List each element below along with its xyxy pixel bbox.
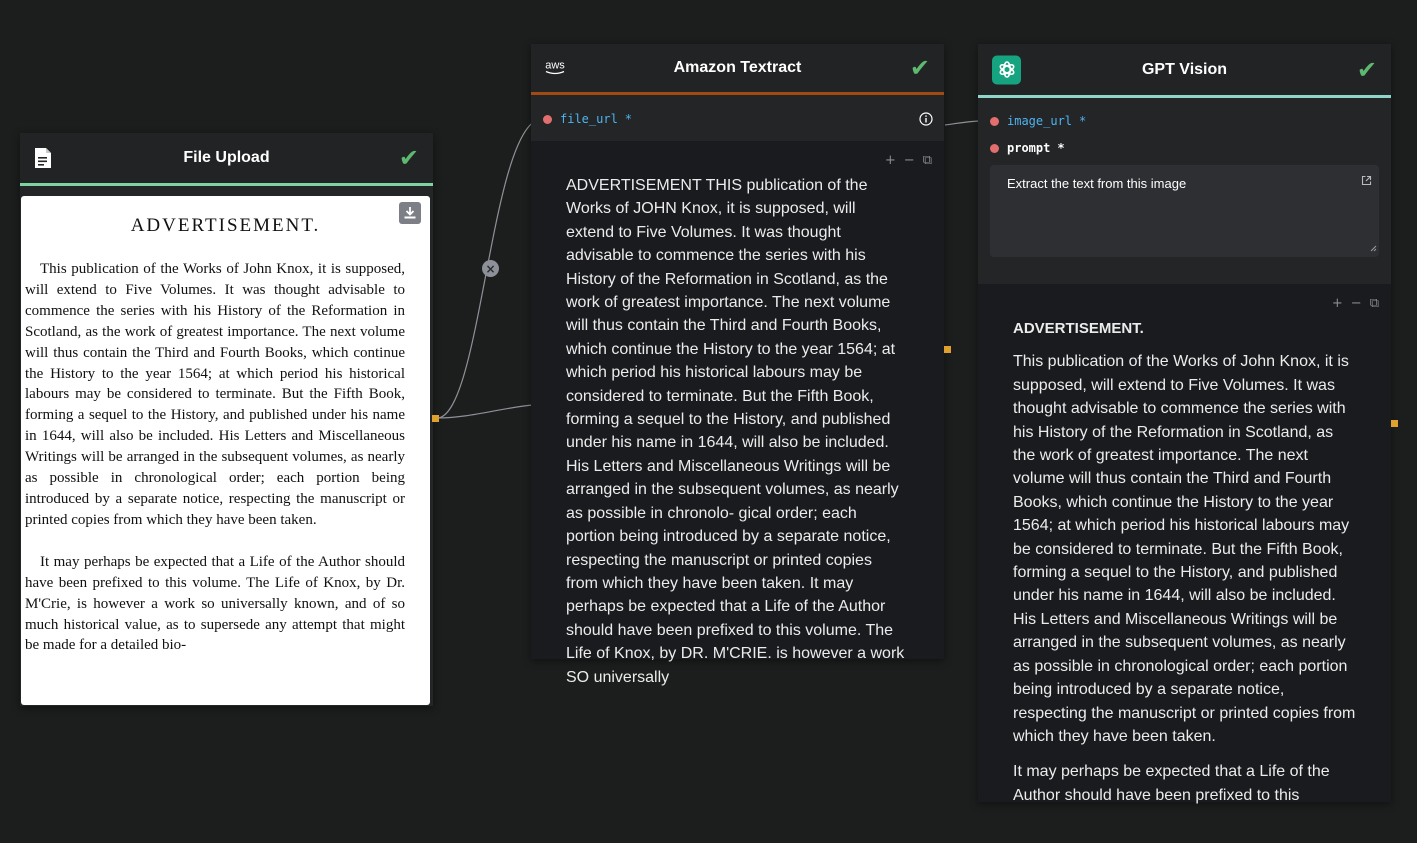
copy-icon[interactable]: ⧉ [922, 153, 932, 168]
node-title: File Upload [183, 149, 270, 166]
textract-header[interactable] [531, 44, 944, 92]
panel-tools [885, 153, 932, 168]
document-icon [34, 147, 52, 169]
prompt-textarea[interactable] [990, 165, 1379, 257]
port-dot[interactable] [990, 144, 999, 153]
status-bar [531, 92, 944, 95]
required-marker: * [624, 112, 633, 126]
output-handle[interactable] [1391, 420, 1398, 427]
node-title: Amazon Textract [673, 59, 802, 76]
resize-handle-icon[interactable] [1370, 237, 1377, 256]
document-paragraph: It may perhaps be expected that a Life of the Author should have been prefixed to this volume. The Life of Knox, by Dr. M'Crie, is however a work so universally known, and of so much historical value, as to supersede any attempt that might be made for a detailed bio- [25, 553, 405, 654]
openai-logo-icon [992, 55, 1021, 84]
aws-logo-icon [545, 61, 565, 76]
gpt-vision-node[interactable] [978, 44, 1391, 802]
zoom-out-icon[interactable]: − [1350, 296, 1362, 311]
download-icon[interactable] [399, 202, 421, 224]
output-handle[interactable] [432, 415, 439, 422]
edge-delete-button[interactable]: × [482, 260, 499, 277]
prompt-value: Extract the text from this image [1007, 176, 1187, 191]
panel-tools [1332, 296, 1379, 311]
copy-icon[interactable]: ⧉ [1369, 296, 1379, 311]
status-bar [978, 95, 1391, 98]
port-dot[interactable] [543, 115, 552, 124]
input-port-prompt[interactable] [990, 141, 1065, 155]
document-paragraph: This publication of the Works of John Knox, it is supposed, will extend to Five Volumes. It was thought advisable to commence the series with his History of the Reformation in Scotland, as the work of greatest importance. The next volume will thus contain the Third and Fourth Books, which continue the History to the year 1564; at which period his historical labours may be considered to terminate. But the Fifth Book, forming a sequel to the History, and published under his name in 1644, will also be included. His Letters and Miscellaneous Writings will be arranged in the subsequent volumes, as nearly as possible in chronological order; each portion being introduced by a separate notice, respecting the manuscript or printed copies from which they have been taken. [25, 261, 405, 528]
output-handle[interactable] [944, 346, 951, 353]
check-icon: ✔ [909, 54, 930, 82]
edge-textract-to-gpt [945, 121, 982, 125]
output-heading: ADVERTISEMENT. [1013, 320, 1144, 337]
edge-upload-to-gpt [437, 405, 533, 418]
port-dot[interactable] [990, 117, 999, 126]
zoom-in-icon[interactable]: + [1331, 296, 1343, 311]
required-marker: * [1057, 141, 1065, 155]
input-port-file-url[interactable] [543, 112, 632, 126]
port-name: image_url [1007, 114, 1073, 128]
aws-logo-text: aws [545, 59, 565, 72]
zoom-in-icon[interactable]: + [884, 153, 896, 168]
document-body [21, 259, 430, 656]
gpt-output-text [1013, 317, 1358, 819]
file-upload-header[interactable] [20, 133, 433, 183]
gpt-output-panel[interactable] [978, 284, 1391, 802]
info-icon[interactable] [919, 111, 933, 130]
status-bar [20, 183, 433, 186]
input-port-image-url[interactable] [990, 114, 1086, 128]
check-icon: ✔ [398, 144, 419, 172]
external-link-icon[interactable] [1361, 171, 1372, 190]
port-name: file_url [560, 112, 618, 126]
document-heading: ADVERTISEMENT. [130, 215, 321, 236]
required-marker: * [1079, 114, 1087, 128]
uploaded-document-preview [21, 196, 430, 705]
check-icon: ✔ [1356, 55, 1377, 84]
textract-output-text: ADVERTISEMENT THIS publication of the Works of JOHN Knox, it is supposed, will extend to Five Volumes. It was thought advisable to commence the series with his History of the Reformation in Scotland, as the work of greatest importance. The next volume will thus contain the Third and Fourth Books, which continue the History to the year 1564; at which period his historical labours may be considered to terminate. But the Fifth Book, forming a sequel to the History, and published under his name in 1644, will also be included. His Letters and Miscellaneous Writings will be arranged in the subsequent volumes, as nearly as possible in chronolo- gical order; each portion being introduced by a separate notice, respecting the manuscript or printed copies from which they have been taken. It may perhaps be expected that a Life of the Author should have been prefixed to this volume. The Life of Knox, by DR. M'CRIE. is however a work SO universally [566, 177, 905, 686]
port-name: prompt [1007, 141, 1051, 155]
output-paragraph: It may perhaps be expected that a Life of the Author should have been prefixed to this [1013, 763, 1330, 804]
gpt-vision-header[interactable] [978, 44, 1391, 95]
output-paragraph: This publication of the Works of John Knox, it is supposed, will extend to Five Volumes. It was thought advisable to commence the series with his History of the Reformation in Scotland, as the work of greatest importance. The next volume will thus contain the Third and Fourth Books, which continue the History to the year 1564; at which period his historical labours may be considered to terminate. But the Fifth Book, forming a sequel to the History, and published under his name in 1644, will also be included. His Letters and Miscellaneous Writings will be arranged in the subsequent volumes, as nearly as possible in chronological order; each portion being introduced by a separate notice, respecting the manuscript or printed copies from which they have been taken. [1013, 353, 1356, 745]
node-title: GPT Vision [1141, 60, 1228, 78]
textract-output-panel[interactable] [531, 141, 944, 686]
zoom-out-icon[interactable]: − [903, 153, 915, 168]
textract-node[interactable] [531, 44, 944, 686]
